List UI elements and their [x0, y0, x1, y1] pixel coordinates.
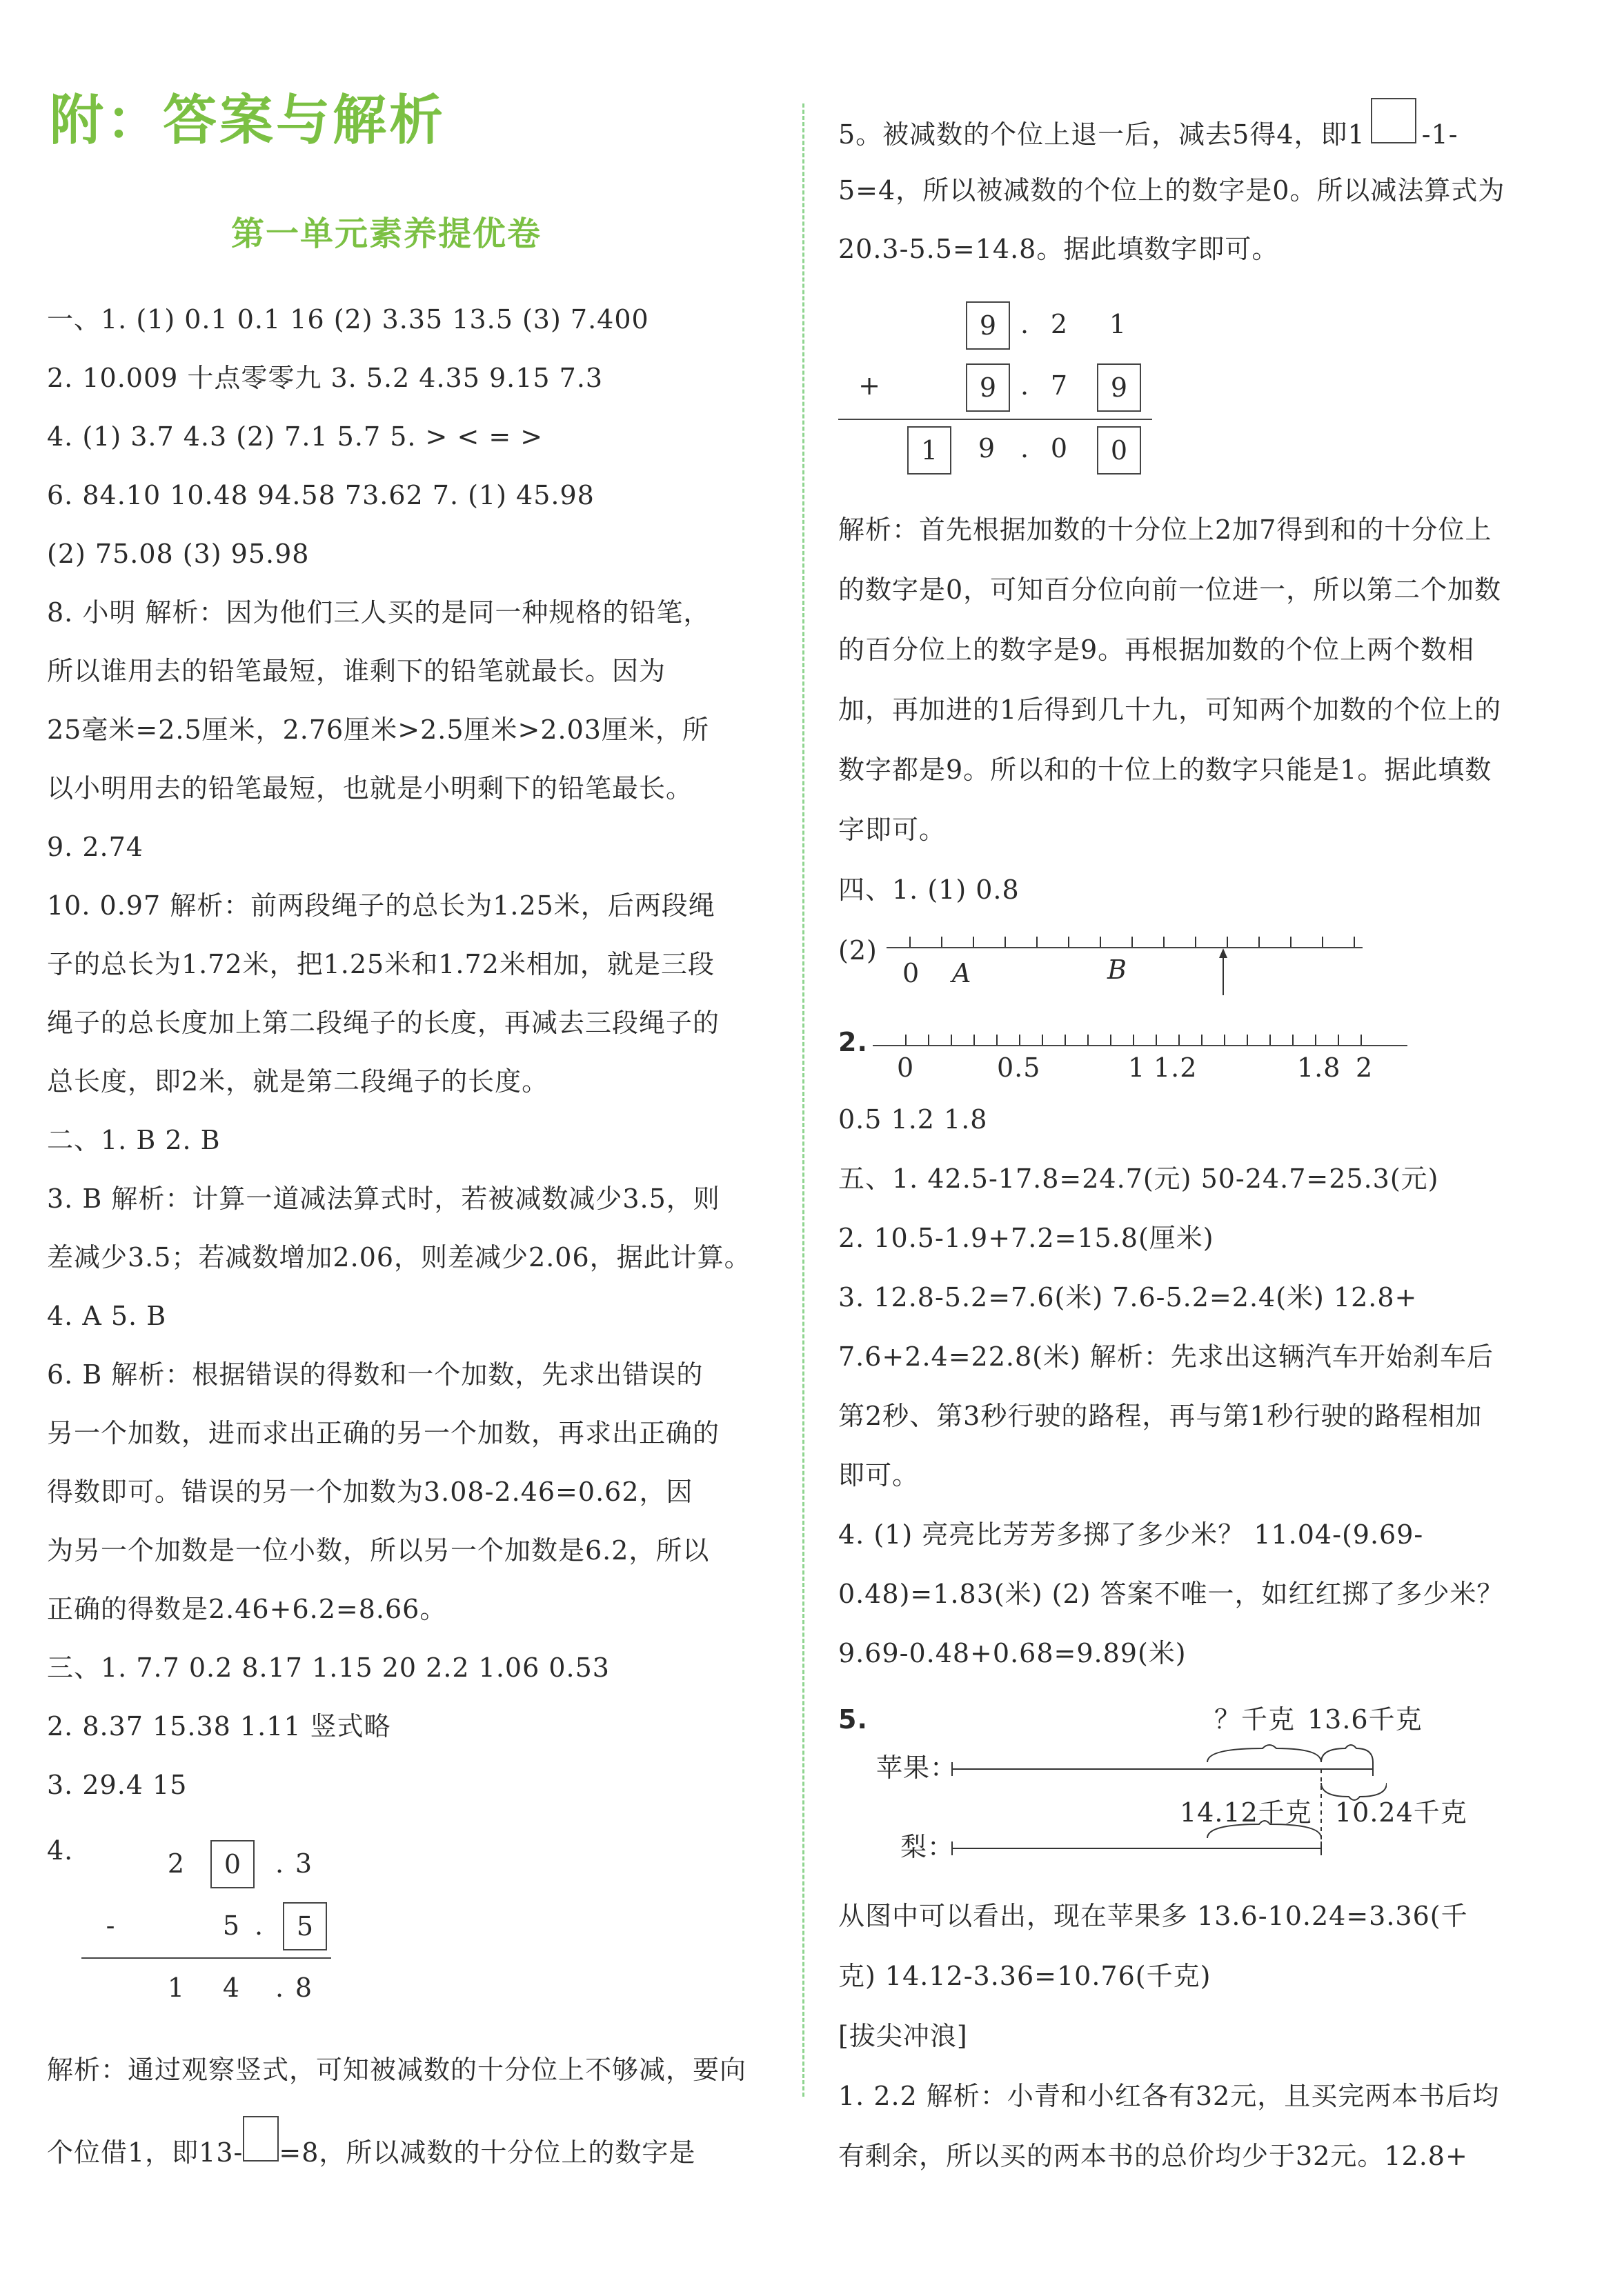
sub-digit: 4 — [222, 1973, 240, 2003]
line-29-part-b: =8，所以减数的十分位上的数字是 — [279, 2137, 696, 2168]
number-line-2-tick — [1087, 1035, 1089, 1045]
answer-line-9: 以小明用去的铅笔最短，也就是小明剩下的铅笔最长。 — [47, 773, 693, 803]
answer-line-19: 6. B 解析：根据错误的得数和一个加数，先求出错误的 — [47, 1359, 704, 1390]
add-dot: . — [1020, 370, 1029, 401]
answer-line-r16: 第2秒、第3秒行驶的路程，再与第1秒行驶的路程相加 — [838, 1401, 1483, 1431]
answer-line-1: 一、1. (1) 0.1 0.1 16 (2) 3.35 13.5 (3) 7.400 — [47, 304, 649, 335]
number-line-2-tick — [1133, 1035, 1134, 1045]
line-29-part-a: 个位借1，即13- — [47, 2137, 244, 2168]
add-digit: 0 — [1050, 433, 1068, 463]
number-line-2-tick-0: 0 — [897, 1052, 915, 1083]
answer-line-r8: 数字都是9。所以和的十位上的数字只能是1。据此填数 — [838, 755, 1492, 785]
answer-line-r25: 有剩余，所以买的两本书的总价均少于32元。12.8+ — [838, 2141, 1468, 2171]
number-line-1-point-b: B — [1107, 955, 1127, 985]
number-line-2-tick — [1201, 1035, 1203, 1045]
answer-line-r14: 3. 12.8-5.2=7.6(米) 7.6-5.2=2.4(米) 12.8+ — [838, 1282, 1418, 1312]
answer-line-16: 3. B 解析：计算一道减法算式时，若被减数减少3.5，则 — [47, 1184, 720, 1214]
answer-line-r2: 5=4，所以被减数的个位上的数字是0。所以减法算式为 — [838, 175, 1505, 206]
sub-digit: 8 — [295, 1973, 313, 2003]
sub-dot: . — [254, 1910, 264, 1941]
answer-line-4: 6. 84.10 10.48 94.58 73.62 7. (1) 45.98 — [47, 480, 595, 510]
add-digit: 9 — [978, 433, 996, 463]
sub-dot: . — [275, 1848, 284, 1879]
add-box: 0 — [1097, 426, 1141, 475]
number-line-2-tick — [1292, 1035, 1294, 1045]
answer-line-14: 总长度，即2米，就是第二段绳子的长度。 — [47, 1066, 549, 1097]
answer-line-12: 子的总长为1.72米，把1.25米和1.72米相加，就是三段 — [47, 949, 715, 979]
number-line-2-tick — [1178, 1035, 1180, 1045]
number-line-2-label: 2. — [838, 1027, 868, 1057]
sub-operator: - — [106, 1910, 115, 1941]
answer-line-r1 — [838, 98, 1458, 150]
add-box: 9 — [966, 301, 1010, 350]
number-line-2-tick — [1360, 1035, 1362, 1045]
answer-line-r24: 1. 2.2 解析：小青和小红各有32元，且买完两本书后均 — [838, 2081, 1500, 2111]
diagram-value-2: 14.12千克 — [1180, 1797, 1312, 1828]
answer-line-r15: 7.6+2.4=22.8(米) 解析：先求出这辆汽车开始刹车后 — [838, 1341, 1494, 1372]
answer-line-22: 为另一个加数是一位小数，所以另一个加数是6.2，所以 — [47, 1535, 710, 1566]
number-line-2-tick — [1156, 1035, 1157, 1045]
add-box: 9 — [1097, 363, 1141, 412]
number-line-1-zero: 0 — [902, 958, 920, 988]
add-box: 9 — [966, 363, 1010, 412]
sub-digit: 5 — [222, 1910, 240, 1941]
number-line-1-tick — [1322, 937, 1323, 947]
answer-line-r9: 字即可。 — [838, 815, 947, 845]
answer-line-r5: 的数字是0，可知百分位向前一位进一，所以第二个加数 — [838, 575, 1502, 605]
number-line-2-tick — [1224, 1035, 1225, 1045]
number-line-1-label: (2) — [838, 935, 878, 966]
answer-line-17: 差减少3.5；若减数增加2.06，则差减少2.06，据此计算。 — [47, 1242, 751, 1272]
number-line-2-tick-2: 2 — [1356, 1052, 1374, 1083]
sub-digit: 1 — [167, 1973, 185, 2003]
number-line-2-tick-1: 1 — [1128, 1052, 1146, 1083]
number-line-1-tick — [1290, 937, 1292, 947]
unit-title: 第一单元素养提优卷 — [231, 214, 542, 253]
number-line-1-axis — [887, 947, 1363, 948]
answer-line-r10: 四、1. (1) 0.8 — [838, 875, 1020, 905]
answer-line-8: 25毫米=2.5厘米，2.76厘米>2.5厘米>2.03厘米，所 — [47, 715, 709, 745]
number-line-2-tick-1-8: 1.8 — [1297, 1052, 1341, 1083]
number-line-2-tick — [1019, 1035, 1020, 1045]
number-line-2-tick — [928, 1035, 929, 1045]
add-box: 1 — [907, 426, 951, 475]
number-line-1-tick — [1258, 937, 1260, 947]
number-line-2-tick-0-5: 0.5 — [997, 1052, 1041, 1083]
answer-line-r3: 20.3-5.5=14.8。据此填数字即可。 — [838, 234, 1279, 264]
line-r1-part-a: 5。被减数的个位上退一后，减去5得4，即1 — [838, 119, 1365, 150]
answer-line-28: 解析：通过观察竖式，可知被减数的十分位上不够减，要向 — [47, 2055, 747, 2085]
number-line-2-tick — [905, 1035, 907, 1045]
add-digit: 7 — [1050, 370, 1068, 401]
answer-line-6: 8. 小明 解析：因为他们三人买的是同一种规格的铅笔， — [47, 597, 711, 628]
answer-line-11: 10. 0.97 解析：前两段绳子的总长为1.25米，后两段绳 — [47, 890, 715, 921]
answer-line-25: 2. 8.37 15.38 1.11 竖式略 — [47, 1711, 391, 1741]
up-arrow-icon — [1216, 948, 1230, 997]
answer-line-r18: 4. (1) 亮亮比芳芳多掷了多少米？ 11.04-(9.69- — [838, 1519, 1424, 1550]
number-line-2-tick-1-2: 1.2 — [1154, 1052, 1198, 1083]
section-label-extension: [拔尖冲浪] — [838, 2021, 968, 2051]
add-digit: 1 — [1109, 309, 1127, 339]
number-line-1-tick — [1354, 937, 1355, 947]
number-line-2-tick — [973, 1035, 975, 1045]
add-rule — [838, 419, 1152, 420]
page-title: 附：答案与解析 — [50, 90, 446, 152]
number-line-1-tick — [1036, 937, 1038, 947]
number-line-2-tick — [1110, 1035, 1111, 1045]
answer-line-3: 4. (1) 3.7 4.3 (2) 7.1 5.7 5. > < = > — [47, 421, 544, 452]
number-line-2-tick — [1269, 1035, 1271, 1045]
answer-line-23: 正确的得数是2.46+6.2=8.66。 — [47, 1594, 447, 1624]
column-divider — [802, 103, 804, 2097]
answer-line-2: 2. 10.009 十点零零九 3. 5.2 4.35 9.15 7.3 — [47, 363, 604, 393]
add-digit: 2 — [1050, 309, 1068, 339]
number-line-2-tick — [1315, 1035, 1316, 1045]
add-dot: . — [1020, 309, 1029, 339]
apple-label: 苹果： — [876, 1753, 958, 1783]
answer-line-r17: 即可。 — [838, 1460, 920, 1490]
number-line-2-tick — [1338, 1035, 1339, 1045]
answer-line-r7: 加，再加进的1后得到几十九，可知两个加数的个位上的 — [838, 695, 1502, 725]
answer-line-7: 所以谁用去的铅笔最短，谁剩下的铅笔就最长。因为 — [47, 656, 666, 686]
number-line-1-tick — [1100, 937, 1101, 947]
answer-line-24: 三、1. 7.7 0.2 8.17 1.15 20 2.2 1.06 0.53 — [47, 1653, 610, 1683]
number-line-2-tick — [1247, 1035, 1248, 1045]
answer-line-21: 得数即可。错误的另一个加数为3.08-2.46=0.62，因 — [47, 1477, 693, 1507]
answer-line-10: 9. 2.74 — [47, 832, 144, 862]
sub-dot: . — [275, 1973, 284, 2003]
answer-line-29 — [47, 2116, 695, 2168]
number-line-2-tick — [951, 1035, 952, 1045]
sub-digit: 3 — [295, 1848, 313, 1879]
answer-line-r12: 五、1. 42.5-17.8=24.7(元) 50-24.7=25.3(元) — [838, 1164, 1439, 1194]
answer-line-r11: 0.5 1.2 1.8 — [838, 1104, 988, 1135]
answer-line-r22: 克) 14.12-3.36=10.76(千克) — [838, 1961, 1211, 1991]
answer-line-26: 3. 29.4 15 — [47, 1770, 188, 1800]
answer-line-r4: 解析：首先根据加数的十分位上2加7得到和的十分位上 — [838, 515, 1492, 545]
pear-label: 梨： — [900, 1832, 955, 1862]
number-line-1-tick — [909, 937, 911, 947]
answer-line-r6: 的百分位上的数字是9。再根据加数的个位上两个数相 — [838, 635, 1475, 665]
number-line-2-axis — [873, 1045, 1407, 1046]
diagram-value-1: 13.6千克 — [1307, 1704, 1423, 1735]
answer-line-18: 4. A 5. B — [47, 1301, 167, 1331]
answer-line-27: 4. — [47, 1835, 74, 1866]
sub-digit: 2 — [167, 1848, 185, 1879]
sub-box: 5 — [283, 1902, 327, 1950]
add-operator: + — [858, 370, 880, 401]
number-line-2-tick — [1065, 1035, 1066, 1045]
number-line-2-tick — [996, 1035, 998, 1045]
answer-box — [1371, 98, 1416, 143]
diagram-question: ？千克 — [1214, 1704, 1296, 1735]
number-line-1-tick — [973, 937, 974, 947]
number-line-1-tick — [1163, 937, 1165, 947]
answer-line-15: 二、1. B 2. B — [47, 1125, 221, 1155]
answer-line-13: 绳子的总长度加上第二段绳子的长度，再减去三段绳子的 — [47, 1008, 720, 1038]
number-line-1-point-a: A — [952, 958, 972, 988]
answer-box — [243, 2116, 279, 2162]
sub-rule — [81, 1957, 331, 1959]
answer-line-5: (2) 75.08 (3) 95.98 — [47, 539, 310, 569]
diagram-value-3: 10.24千克 — [1335, 1797, 1467, 1828]
answer-line-20: 另一个加数，进而求出正确的另一个加数，再求出正确的 — [47, 1418, 720, 1448]
number-line-1-tick — [1195, 937, 1196, 947]
number-line-1-tick — [1227, 937, 1228, 947]
answer-line-r13: 2. 10.5-1.9+7.2=15.8(厘米) — [838, 1223, 1214, 1253]
answer-line-r21: 从图中可以看出，现在苹果多 13.6-10.24=3.36(千 — [838, 1901, 1468, 1931]
sub-box: 0 — [210, 1840, 255, 1888]
number-line-1-tick — [1131, 937, 1133, 947]
add-dot: . — [1020, 433, 1029, 463]
answer-line-r20: 9.69-0.48+0.68=9.89(米) — [838, 1638, 1187, 1668]
number-line-1-tick — [1068, 937, 1069, 947]
segment-bars — [945, 1728, 1387, 1866]
number-line-2-tick — [1042, 1035, 1043, 1045]
number-line-1-tick — [1005, 937, 1006, 947]
diagram-label: 5. — [838, 1704, 868, 1735]
answer-line-r19: 0.48)=1.83(米) (2) 答案不唯一，如红红掷了多少米？ — [838, 1579, 1504, 1609]
number-line-1-tick — [941, 937, 942, 947]
line-r1-part-b: -1- — [1421, 119, 1458, 150]
